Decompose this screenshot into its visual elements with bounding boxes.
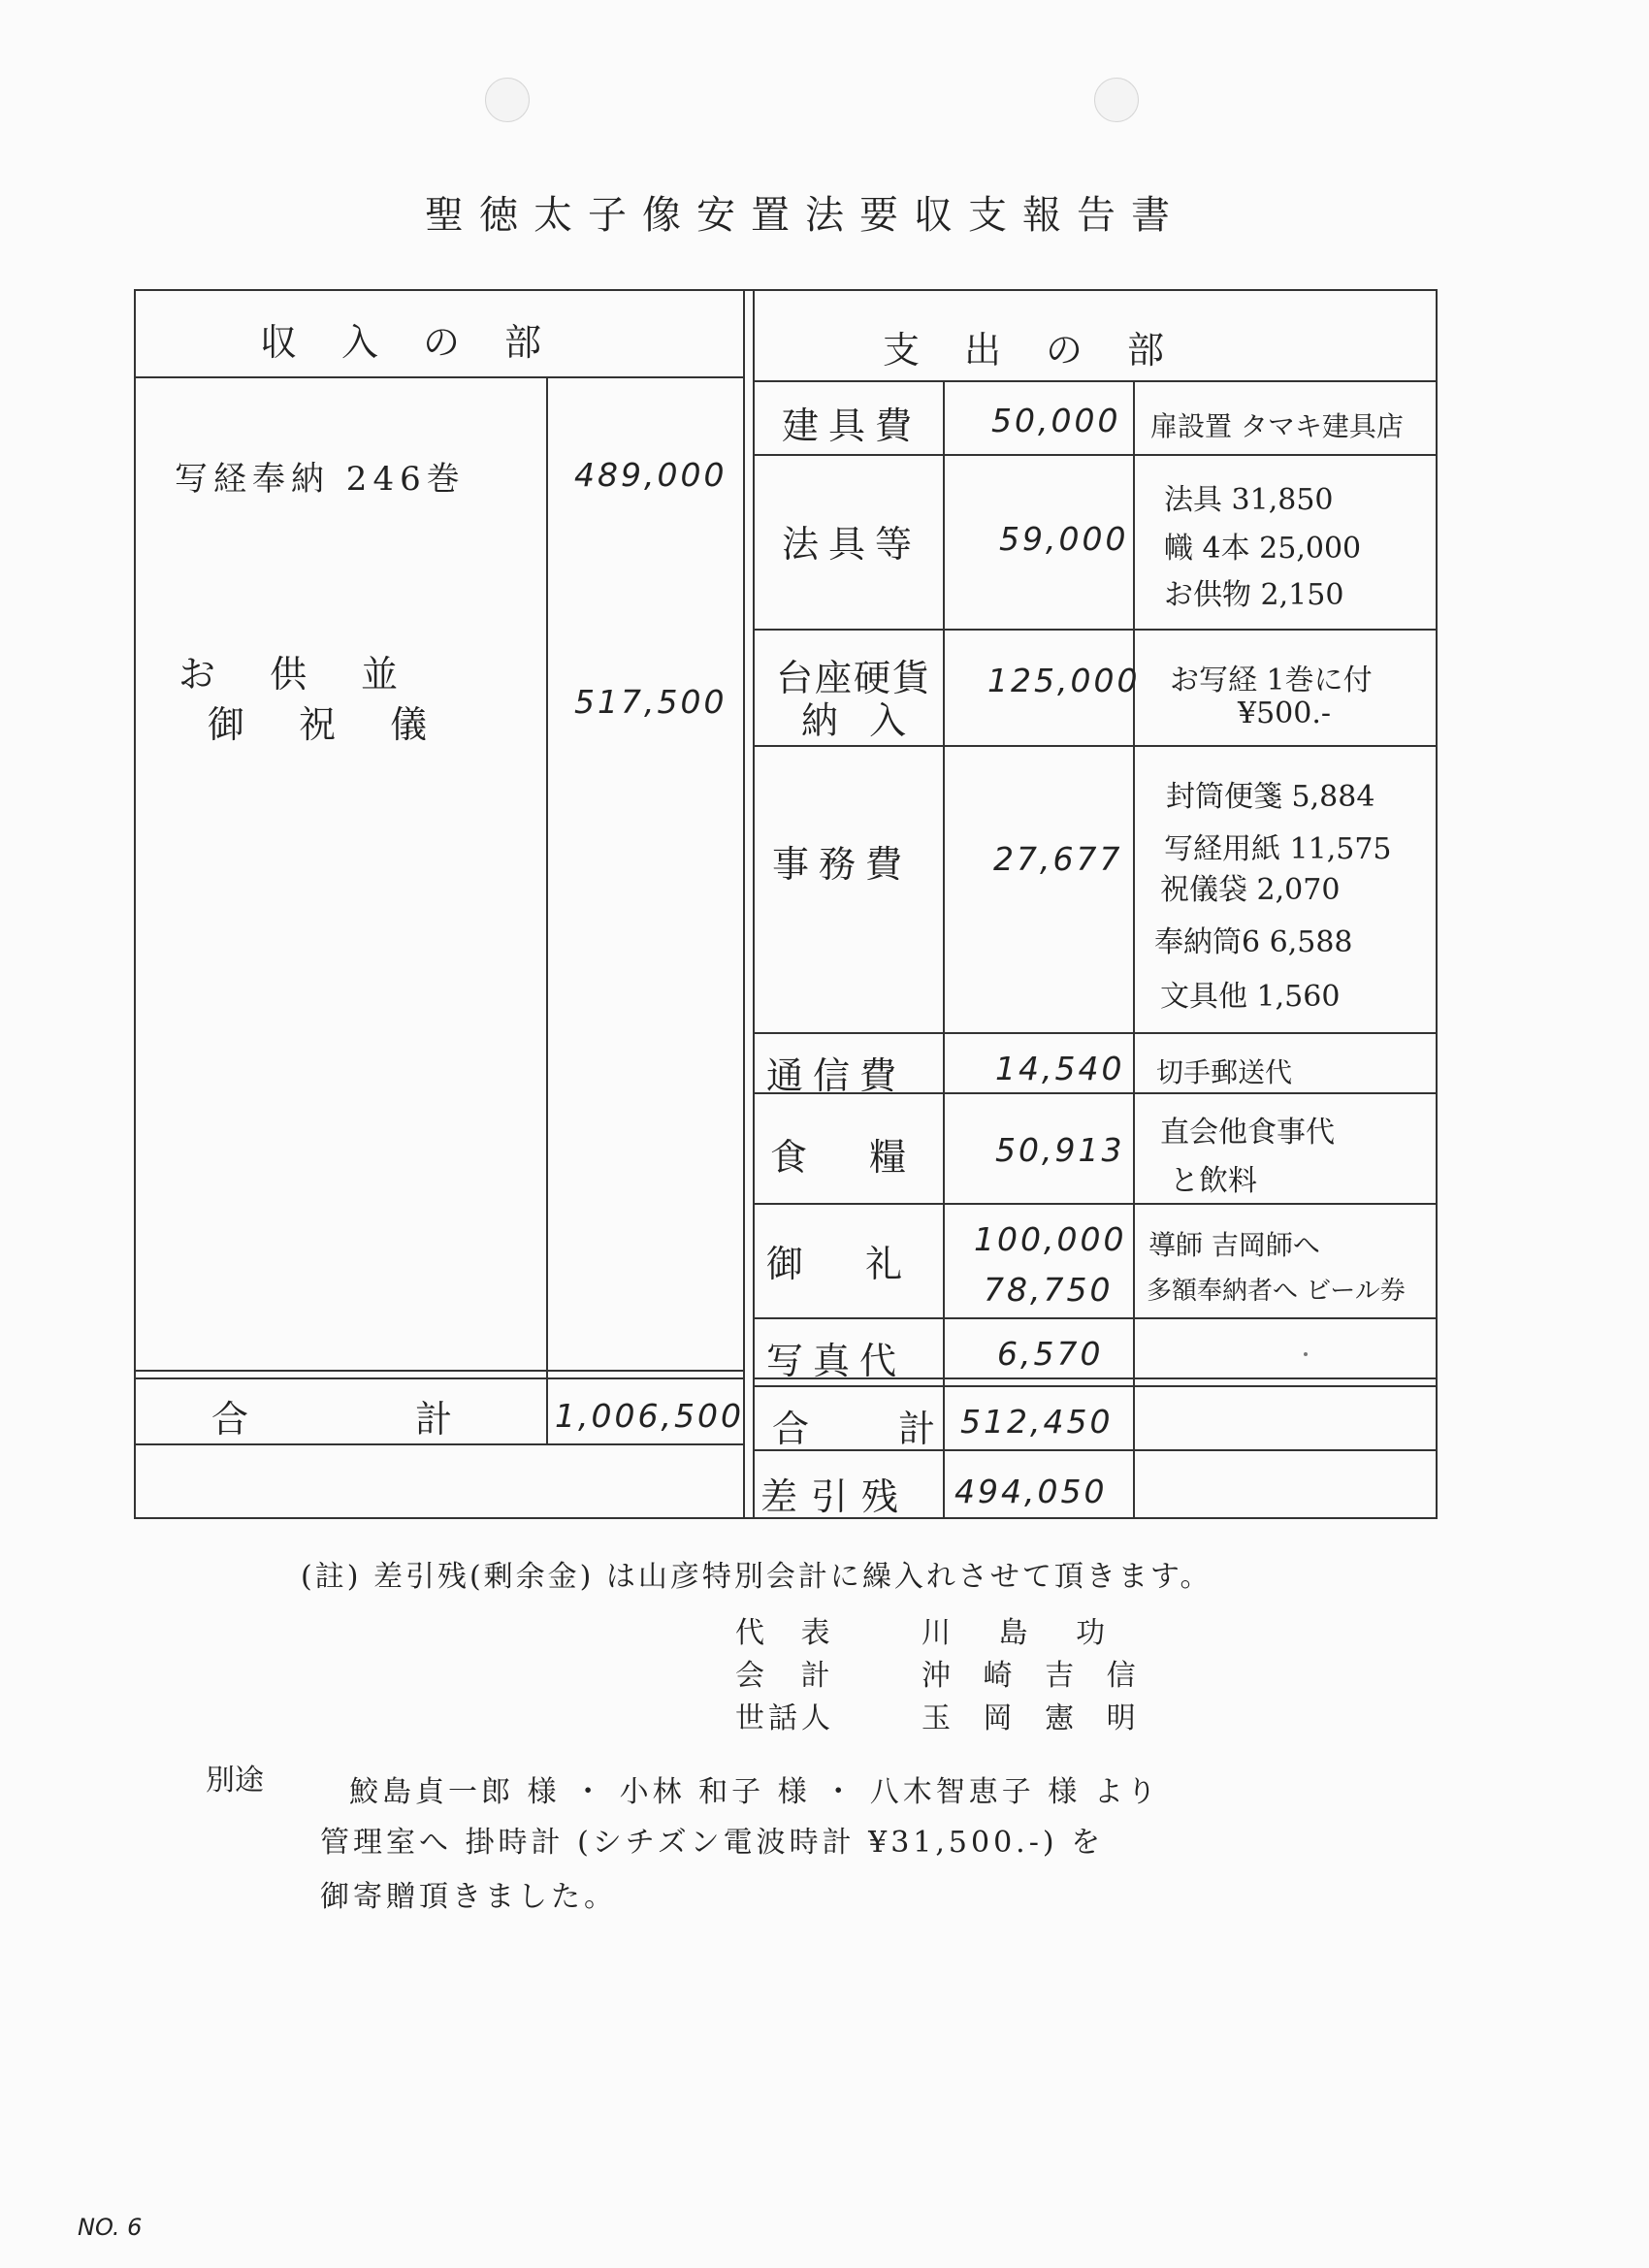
separate-line-3: 御寄贈頂きました。 — [320, 1880, 617, 1914]
footnote: (註) 差引残(剰余金) は山彦特別会計に繰入れさせて頂きます。 — [301, 1560, 1212, 1594]
expense-category-coins-2: 納 入 — [801, 699, 917, 742]
expense-category-photo: 写真代 — [766, 1340, 907, 1382]
income-amount-sutra: 489,000 — [574, 456, 728, 494]
expense-amount-communication: 14,540 — [995, 1050, 1125, 1087]
expense-category-office: 事務費 — [772, 843, 913, 886]
expense-note-office-4: 奉納筒6 6,588 — [1154, 925, 1353, 959]
expense-note-thanks-1: 導師 吉岡師へ — [1148, 1229, 1320, 1261]
expense-total-label: 合 計 — [772, 1408, 975, 1450]
expense-note-coins-2: ¥500.- — [1238, 697, 1332, 730]
punch-hole-left — [485, 78, 530, 122]
expense-amount-office: 27,677 — [993, 840, 1123, 878]
expense-amount-thanks-1: 100,000 — [974, 1220, 1127, 1258]
signatory-role-caretaker: 世話人 — [735, 1701, 834, 1735]
signatory-name-accountant: 沖 崎 吉 信 — [922, 1659, 1148, 1693]
expense-note-communication: 切手郵送代 — [1156, 1056, 1293, 1088]
expense-note-coins-1: お写経 1巻に付 — [1170, 664, 1373, 697]
expense-category-ritual-tools: 法具等 — [782, 523, 922, 566]
expense-note-office-2: 写経用紙 11,575 — [1164, 832, 1392, 866]
expense-amount-thanks-2: 78,750 — [984, 1271, 1114, 1309]
expense-amount-food: 50,913 — [995, 1131, 1125, 1169]
expense-category-coins-1: 台座硬貨 — [776, 657, 932, 699]
signatory-role-representative: 代 表 — [735, 1616, 844, 1650]
page-title: 聖徳太子像安置法要収支報告書 — [425, 193, 1185, 238]
separate-line-2: 管理室へ 掛時計 (シチズン電波時計 ¥31,500.-) を — [320, 1826, 1105, 1860]
expense-balance-label: 差引残 — [760, 1475, 913, 1518]
expense-category-food: 食 糧 — [770, 1136, 932, 1179]
expense-note-office-5: 文具他 1,560 — [1160, 980, 1341, 1014]
expense-amount-photo: 6,570 — [997, 1335, 1104, 1373]
signatory-role-accountant: 会 計 — [735, 1659, 844, 1693]
expense-note-ritual-tools-3: お供物 2,150 — [1164, 578, 1344, 612]
signatory-name-representative: 川 島 功 — [922, 1616, 1125, 1650]
expense-note-ritual-tools-2: 幟 4本 25,000 — [1164, 532, 1362, 566]
expense-note-office-3: 祝儀袋 2,070 — [1160, 873, 1341, 907]
expense-total-amount: 512,450 — [960, 1403, 1114, 1441]
page-number: NO. 6 — [78, 2214, 143, 2241]
expense-note-food-1: 直会他食事代 — [1160, 1116, 1335, 1150]
separate-label: 別途 — [206, 1764, 264, 1798]
income-label-gift: 御 祝 儀 — [208, 703, 449, 746]
expense-amount-ritual-tools: 59,000 — [999, 520, 1129, 558]
expense-amount-coins: 125,000 — [987, 662, 1141, 699]
signatory-name-caretaker: 玉 岡 憲 明 — [922, 1701, 1148, 1735]
expense-note-fittings: 扉設置 タマキ建具店 — [1150, 410, 1404, 442]
expense-note-ritual-tools-1: 法具 31,850 — [1164, 483, 1334, 517]
income-amount-offering: 517,500 — [574, 683, 728, 721]
expense-category-fittings: 建具費 — [782, 405, 922, 447]
expense-note-thanks-2: 多額奉納者へ ビール券 — [1147, 1277, 1406, 1306]
section-divider — [743, 289, 745, 1519]
expense-header: 支出の部 — [883, 329, 1210, 372]
income-total-label: 合 計 — [211, 1398, 531, 1441]
income-header: 収入の部 — [260, 321, 587, 364]
punch-hole-right — [1094, 78, 1139, 122]
expense-note-food-2: と飲料 — [1170, 1164, 1257, 1198]
expense-note-office-1: 封筒便箋 5,884 — [1166, 780, 1375, 814]
separate-line-1: 鮫島貞一郎 様 ・ 小林 和子 様 ・ 八木智恵子 様 より — [349, 1775, 1160, 1809]
expense-category-thanks: 御 礼 — [766, 1243, 928, 1285]
income-total-amount: 1,006,500 — [555, 1397, 744, 1435]
expense-category-communication: 通信費 — [766, 1054, 907, 1097]
income-label-sutra: 写経奉納 246巻 — [175, 460, 466, 499]
income-label-offering: お 供 並 — [178, 653, 420, 696]
expense-balance-amount: 494,050 — [954, 1473, 1108, 1510]
expense-amount-fittings: 50,000 — [991, 402, 1121, 439]
